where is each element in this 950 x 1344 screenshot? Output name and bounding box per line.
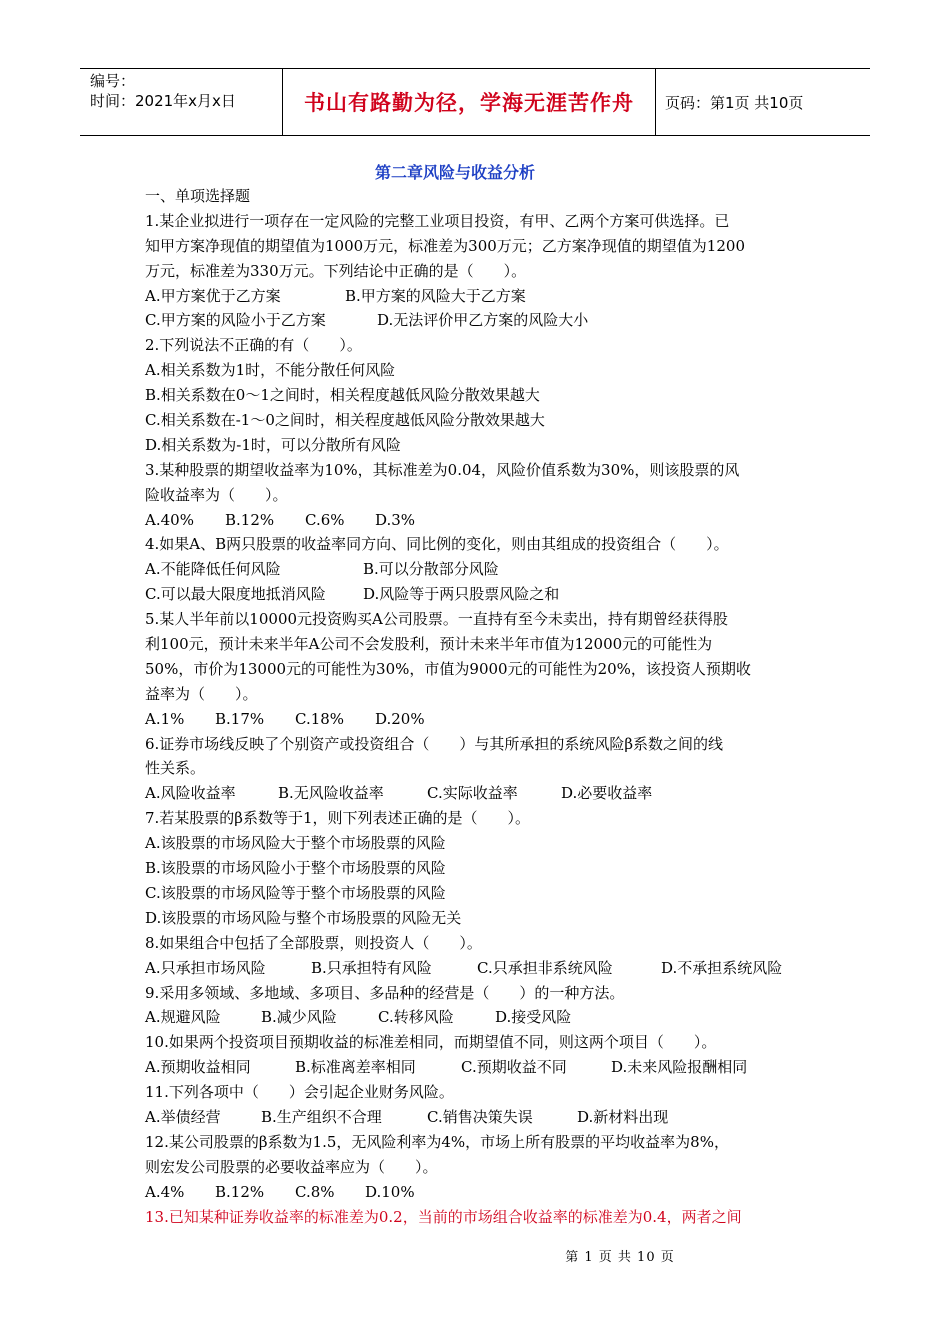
answer-option: D.接受风险 bbox=[495, 1008, 572, 1027]
answer-option: C.8% bbox=[295, 1182, 335, 1201]
text-line: 2.下列说法不正确的有（ ）。 bbox=[145, 336, 362, 355]
option-row bbox=[145, 557, 810, 582]
text-line: 7.若某股票的β系数等于1，则下列表述正确的是（ ）。 bbox=[145, 809, 531, 828]
text-line: 性关系。 bbox=[145, 759, 206, 778]
answer-option: D.未来风险报酬相同 bbox=[611, 1058, 748, 1077]
answer-option: B.可以分散部分风险 bbox=[363, 560, 499, 579]
answer-option: D.无法评价甲乙方案的风险大小 bbox=[377, 311, 589, 330]
text-line: B.相关系数在0～1之间时，相关程度越低风险分散效果越大 bbox=[145, 386, 540, 405]
text-line: 一、单项选择题 bbox=[145, 187, 251, 205]
text-line: 13.已知某种证券收益率的标准差为0.2，当前的市场组合收益率的标准差为0.4，两者之间 bbox=[145, 1207, 742, 1226]
answer-option: C.甲方案的风险小于乙方案 bbox=[145, 311, 326, 330]
text-line: 万元，标准差为330万元。下列结论中正确的是（ ）。 bbox=[145, 261, 527, 280]
text-line: D.相关系数为-1时，可以分散所有风险 bbox=[145, 435, 401, 454]
answer-option: C.预期收益不同 bbox=[461, 1058, 567, 1077]
text-line: B.该股票的市场风险小于整个市场股票的风险 bbox=[145, 859, 446, 878]
question-list bbox=[145, 184, 810, 1229]
option-row bbox=[145, 1055, 810, 1080]
answer-option: B.只承担特有风险 bbox=[311, 958, 432, 977]
answer-option: A.甲方案优于乙方案 bbox=[145, 286, 281, 305]
answer-option: A.4% bbox=[145, 1182, 185, 1201]
text-line: A.相关系数为1时，不能分散任何风险 bbox=[145, 361, 396, 380]
answer-option: B.减少风险 bbox=[261, 1008, 337, 1027]
answer-option: D.20% bbox=[375, 709, 425, 728]
option-row bbox=[145, 508, 810, 533]
answer-option: C.18% bbox=[295, 709, 345, 728]
document-header bbox=[80, 68, 870, 136]
answer-option: C.只承担非系统风险 bbox=[477, 958, 613, 977]
header-page-number: 页码：第1页 共10页 bbox=[665, 93, 804, 112]
answer-option: D.10% bbox=[365, 1182, 415, 1201]
answer-option: C.实际收益率 bbox=[427, 784, 518, 803]
answer-option: D.必要收益率 bbox=[561, 784, 653, 803]
answer-option: C.可以最大限度地抵消风险 bbox=[145, 585, 326, 604]
answer-option: A.规避风险 bbox=[145, 1008, 221, 1027]
answer-option: C.6% bbox=[305, 510, 345, 529]
text-line: C.该股票的市场风险等于整个市场股票的风险 bbox=[145, 883, 446, 902]
text-line: C.相关系数在-1～0之间时，相关程度越低风险分散效果越大 bbox=[145, 411, 545, 430]
option-row bbox=[145, 1180, 810, 1205]
option-row bbox=[145, 1105, 810, 1130]
text-line: 11.下列各项中（ ）会引起企业财务风险。 bbox=[145, 1083, 454, 1102]
text-line: 则宏发公司股票的必要收益率应为（ ）。 bbox=[145, 1157, 438, 1176]
answer-option: B.生产组织不合理 bbox=[261, 1107, 382, 1126]
answer-option: D.新材料出现 bbox=[577, 1107, 669, 1126]
option-row bbox=[145, 956, 810, 981]
answer-option: C.转移风险 bbox=[378, 1008, 454, 1027]
date-text: 时间：2021年x月x日 bbox=[90, 92, 236, 110]
text-line: 险收益率为（ ）。 bbox=[145, 485, 288, 504]
answer-option: B.17% bbox=[215, 709, 265, 728]
text-line: 3.某种股票的期望收益率为10%，其标准差为0.04，风险价值系数为30%，则该股票的风 bbox=[145, 460, 740, 479]
answer-option: B.标准离差率相同 bbox=[295, 1058, 416, 1077]
option-row bbox=[145, 308, 810, 333]
chapter-title: 第二章风险与收益分析 bbox=[374, 163, 535, 182]
text-line: 10.如果两个投资项目预期收益的标准差相同，而期望值不同，则这两个项目（ ）。 bbox=[145, 1033, 717, 1052]
answer-option: A.不能降低任何风险 bbox=[145, 560, 281, 579]
code-label: 编号： bbox=[90, 72, 136, 90]
answer-option: D.风险等于两只股票风险之和 bbox=[363, 585, 560, 604]
answer-option: A.举债经营 bbox=[145, 1107, 221, 1126]
header-motto: 书山有路勤为径，学海无涯苦作舟 bbox=[282, 69, 656, 135]
text-line: 50%，市价为13000元的可能性为30%，市值为9000元的可能性为20%，该投资人预期收 bbox=[145, 659, 751, 678]
text-line: 9.采用多领域、多地域、多项目、多品种的经营是（ ）的一种方法。 bbox=[145, 983, 625, 1002]
answer-option: A.40% bbox=[145, 510, 194, 529]
text-line: 6.证券市场线反映了个别资产或投资组合（ ）与其所承担的系统风险β系数之间的线 bbox=[145, 734, 723, 753]
text-line: A.该股票的市场风险大于整个市场股票的风险 bbox=[145, 834, 446, 853]
option-row bbox=[145, 284, 810, 309]
text-line: 4.如果A、B两只股票的收益率同方向、同比例的变化，则由其组成的投资组合（ ）。 bbox=[145, 535, 729, 554]
text-line: D.该股票的市场风险与整个市场股票的风险无关 bbox=[145, 908, 462, 927]
text-line: 8.如果组合中包括了全部股票，则投资人（ ）。 bbox=[145, 933, 482, 952]
answer-option: D.不承担系统风险 bbox=[661, 958, 783, 977]
text-line: 12.某公司股票的β系数为1.5，无风险利率为4%，市场上所有股票的平均收益率为8%， bbox=[145, 1132, 729, 1151]
option-row bbox=[145, 582, 810, 607]
answer-option: C.销售决策失误 bbox=[427, 1107, 533, 1126]
answer-option: B.无风险收益率 bbox=[278, 784, 384, 803]
text-line: 1.某企业拟进行一项存在一定风险的完整工业项目投资，有甲、乙两个方案可供选择。已 bbox=[145, 211, 730, 230]
answer-option: B.12% bbox=[215, 1182, 265, 1201]
answer-option: B.12% bbox=[225, 510, 275, 529]
answer-option: D.3% bbox=[375, 510, 416, 529]
option-row bbox=[145, 781, 810, 806]
page-footer: 第 1 页 共 10 页 bbox=[565, 1250, 675, 1265]
text-line: 益率为（ ）。 bbox=[145, 684, 258, 703]
answer-option: B.甲方案的风险大于乙方案 bbox=[345, 286, 526, 305]
answer-option: A.1% bbox=[145, 709, 185, 728]
header-meta bbox=[80, 69, 282, 135]
option-row bbox=[145, 707, 810, 732]
text-line: 利100元，预计未来半年A公司不会发股利，预计未来半年市值为12000元的可能性为 bbox=[145, 635, 713, 654]
answer-option: A.风险收益率 bbox=[145, 784, 236, 803]
text-line: 知甲方案净现值的期望值为1000万元，标准差为300万元；乙方案净现值的期望值为1200 bbox=[145, 236, 745, 255]
option-row bbox=[145, 1005, 810, 1030]
answer-option: A.预期收益相同 bbox=[145, 1058, 251, 1077]
answer-option: A.只承担市场风险 bbox=[145, 958, 266, 977]
text-line: 5.某人半年前以10000元投资购买A公司股票。一直持有至今未卖出，持有期曾经获得股 bbox=[145, 610, 728, 629]
